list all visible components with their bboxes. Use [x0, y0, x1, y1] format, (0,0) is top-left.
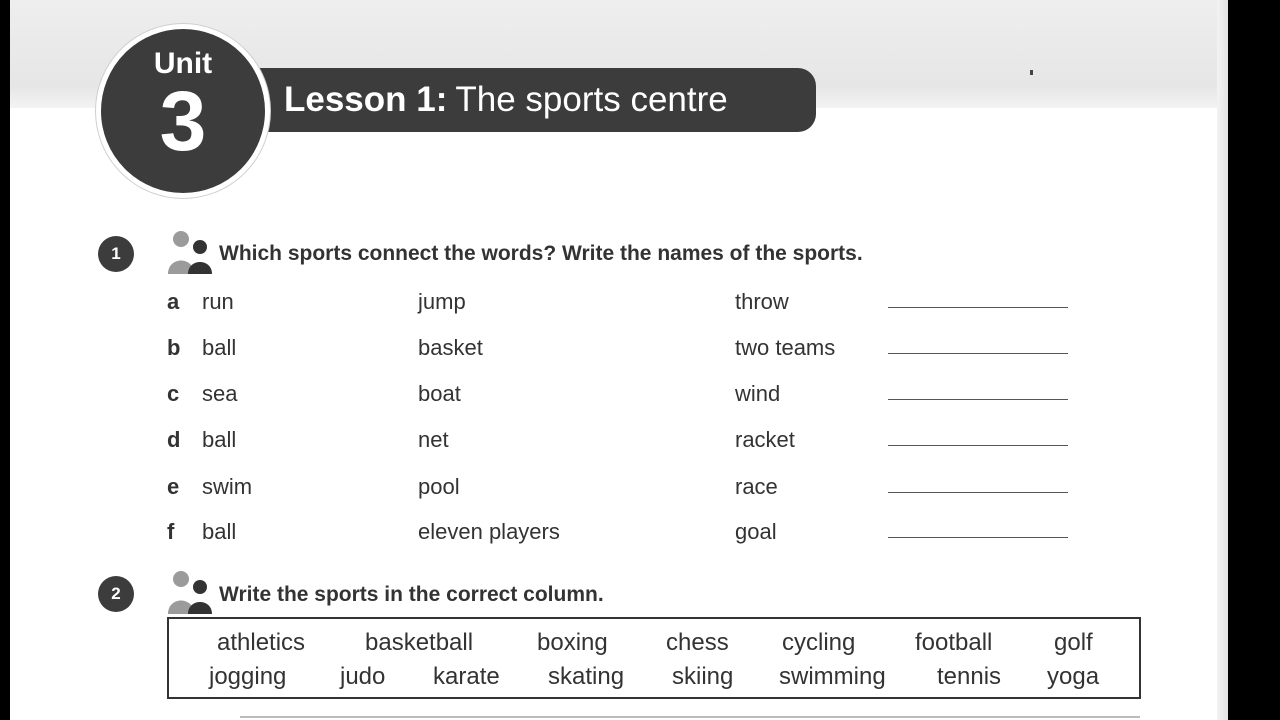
word-box-item: cycling [782, 629, 856, 656]
pair-work-icon [166, 570, 214, 616]
exercise-row [10, 381, 1228, 411]
exercise-row [10, 519, 1228, 549]
exercise-2-number: 2 [98, 576, 134, 612]
clue-word-3: race [735, 474, 778, 499]
exercise-row [10, 289, 1228, 319]
lesson-prefix: Lesson 1: [284, 80, 448, 119]
unit-badge [96, 24, 270, 198]
clue-word-1: swim [202, 474, 253, 499]
answer-line[interactable] [888, 492, 1068, 493]
answer-line[interactable] [888, 399, 1068, 400]
word-box-item: skiing [672, 663, 734, 690]
clue-word-3: throw [735, 289, 789, 314]
row-letter: c [167, 381, 180, 406]
clue-word-3: racket [735, 427, 795, 452]
row-letter: d [167, 427, 181, 452]
word-box-item: jogging [209, 663, 287, 690]
word-box-item: chess [666, 629, 729, 656]
clue-word-3: goal [735, 519, 777, 544]
clue-word-3: two teams [735, 335, 836, 360]
worksheet-page [10, 0, 1228, 720]
word-box-item: tennis [937, 663, 1002, 690]
answer-line[interactable] [888, 307, 1068, 308]
answer-line[interactable] [888, 353, 1068, 354]
clue-word-1: ball [202, 427, 237, 452]
clue-word-3: wind [735, 381, 781, 406]
clue-word-2: boat [418, 381, 461, 406]
exercise-2-instruction: Write the sports in the correct column. [219, 583, 604, 606]
row-letter: a [167, 289, 180, 314]
speck [1030, 70, 1033, 75]
clue-word-1: ball [202, 335, 237, 360]
lesson-title: The sports centre [455, 80, 728, 119]
word-box-item: boxing [537, 629, 608, 656]
answer-line[interactable] [888, 445, 1068, 446]
lesson-title-bar [248, 68, 816, 132]
exercise-row [10, 427, 1228, 457]
word-box-item: skating [548, 663, 625, 690]
exercise-row [10, 474, 1228, 504]
sports-word-box [167, 617, 1141, 699]
word-box-item: yoga [1047, 663, 1100, 690]
word-box-item: athletics [217, 629, 306, 656]
word-box-item: football [915, 629, 993, 656]
row-letter: f [167, 519, 175, 544]
answer-line[interactable] [888, 537, 1068, 538]
clue-word-1: sea [202, 381, 238, 406]
word-box-item: swimming [779, 663, 886, 690]
clue-word-2: pool [418, 474, 460, 499]
pair-work-icon [166, 230, 214, 276]
clue-word-1: ball [202, 519, 237, 544]
row-letter: e [167, 474, 180, 499]
word-box-item: golf [1054, 629, 1093, 656]
clue-word-2: basket [418, 335, 483, 360]
word-box-item: judo [340, 663, 386, 690]
word-box-item: karate [433, 663, 500, 690]
clue-word-2: net [418, 427, 449, 452]
exercise-1-instruction: Which sports connect the words? Write the names of the sports. [219, 242, 863, 265]
exercise-1-number: 1 [98, 236, 134, 272]
unit-label: Unit [153, 47, 213, 80]
exercise-row [10, 335, 1228, 365]
page-bottom-rule [240, 716, 1140, 718]
unit-number: 3 [159, 74, 207, 168]
row-letter: b [167, 335, 181, 360]
word-box-item: basketball [365, 629, 474, 656]
clue-word-2: jump [418, 289, 466, 314]
clue-word-2: eleven players [418, 519, 560, 544]
clue-word-1: run [202, 289, 234, 314]
